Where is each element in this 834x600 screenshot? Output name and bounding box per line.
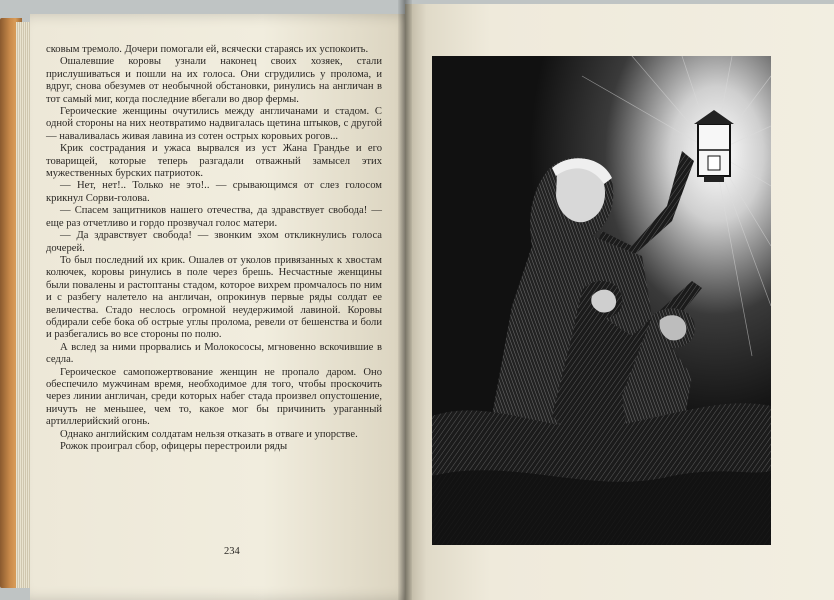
paragraph: сковым тремоло. Дочери помогали ей, всячески стараясь их успокоить.	[46, 44, 369, 55]
lantern-icon	[694, 110, 734, 182]
paragraph: — Нет, нет!.. Только не это!.. — срывающимся от слез голосом крикнул Сорви-голова.	[46, 180, 382, 204]
engraving-illustration	[432, 56, 771, 545]
paragraph: — Да здравствует свобода! — звонким эхом откликнулись голоса дочерей.	[46, 230, 382, 254]
paragraph: Ошалевшие коровы узнали наконец своих хозяек, стали прислушиваться и пошли на их голоса. Они сгрудились у пролома, и вдруг, снова обезумев от необычной обстановки, ринулись на англичан в тот самый миг, когда последние вбегали во двор фермы.	[46, 56, 382, 105]
book-gutter	[398, 0, 412, 600]
paragraph: Героические женщины очутились между англичанами и стадом. С одной стороны на них неотвратимо надвигалась щетина штыков, с другой — наваливалась живая лавина из сотен острых коровьих рогов...	[46, 106, 382, 142]
paragraph: Крик сострадания и ужаса вырвался из уст Жана Грандье и его товарищей, которые теперь разгадали отважный замысел этих мужественных бурских патриоток.	[46, 143, 382, 180]
left-page-text	[46, 44, 382, 453]
paragraph: — Спасем защитников нашего отечества, да здравствует свобода! — еще раз отчетливо и гордо прозвучал голос матери.	[46, 205, 382, 229]
paragraph: То был последний их крик. Ошалев от уколов привязанных к хвостам колючек, коровы ринулись в поле через брешь. Несчастные женщины были повалены и растоптаны стадом, которое вихрем промчалось по ним и с разбегу налетело на англичан, опрокинув первые ряды солдат ее величества. Стадо неслось огромной неудержимой лавиной. Коровы обдирали себе бока об острые углы пролома, ревели от бешенства и боли и разбегались во все стороны по полю.	[46, 254, 382, 341]
paragraph: Рожок проиграл сбор, офицеры перестроили ряды	[60, 441, 288, 452]
paragraph: А вслед за ними прорвались и Молокососы, мгновенно вскочившие в седла.	[46, 341, 382, 366]
paragraph: Героическое самопожертвование женщин не пропало даром. Оно обеспечило мужчинам время, необходимое для того, чтобы проскочить через линии англичан, среди которых набег стада произвел опустошение, ничуть не меньшее, чем то, какое мог бы причинить ураганный артиллерийский огонь.	[46, 366, 382, 428]
paragraph: Однако английским солдатам нельзя отказать в отваге и упорстве.	[60, 428, 358, 440]
page-number: 234	[224, 546, 240, 557]
